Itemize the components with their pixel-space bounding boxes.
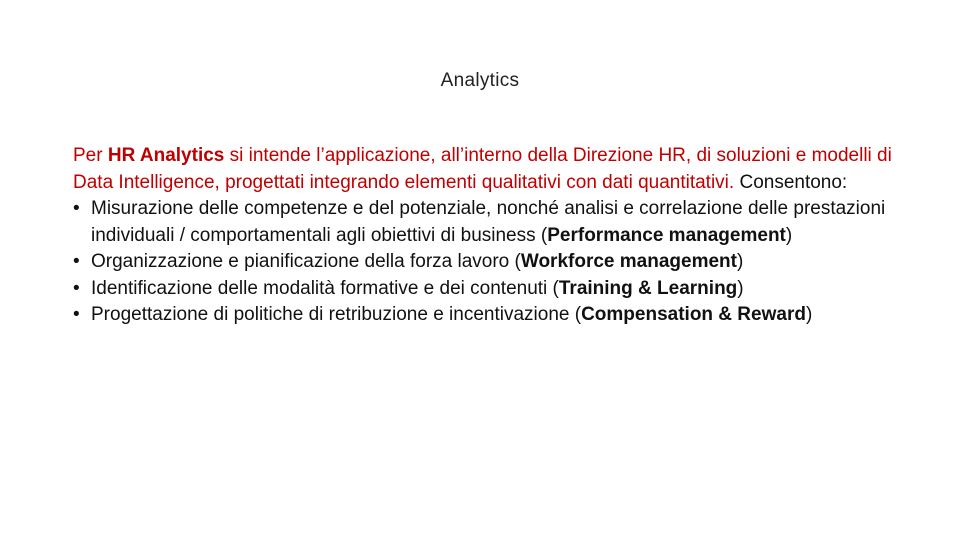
bullet-text: Misurazione delle competenze e del potenziale, nonché analisi e correlazione delle prestazioni individuali / comportamentali agli obiettivi di business (: [91, 198, 886, 246]
slide-body: [73, 143, 893, 329]
bullet-icon: •: [73, 277, 80, 299]
intro-paragraph: [73, 143, 893, 196]
bullet-icon: •: [73, 198, 80, 219]
bullet-bold: Performance management: [547, 224, 786, 246]
intro-hr-analytics: HR Analytics: [107, 145, 225, 166]
bullet-icon: •: [73, 251, 80, 272]
intro-consentono: Consentono:: [739, 171, 848, 193]
bullet-end: ): [785, 224, 793, 246]
bullet-item-performance: [73, 196, 893, 249]
bullet-item-workforce: [73, 249, 893, 276]
bullet-bold: Compensation & Reward: [581, 304, 806, 325]
bullet-end: ): [805, 304, 813, 325]
slide-title: Analytics: [440, 70, 520, 91]
bullet-item-compensation: [73, 302, 893, 329]
bullet-text: Progettazione di politiche di retribuzione e incentivazione (: [91, 304, 582, 325]
bullet-item-training: [73, 276, 893, 303]
intro-text-2: si intende l’applicazione, all’interno della Direzione HR, di soluzioni e modelli di Data Intelligence, progettati integrando elementi qualitativi con dati quantitativi.: [73, 145, 892, 193]
bullet-bold: Workforce management: [520, 251, 737, 272]
intro-text-1: Per: [73, 145, 108, 166]
bullet-text: Organizzazione e pianificazione della forza lavoro (: [91, 251, 521, 272]
bullet-icon: •: [73, 304, 80, 325]
bullet-list: [73, 196, 893, 329]
bullet-end: ): [737, 277, 744, 299]
bullet-end: ): [736, 251, 744, 272]
bullet-text: Identificazione delle modalità formative e dei contenuti (: [91, 277, 559, 299]
bullet-bold: Training & Learning: [558, 277, 738, 299]
